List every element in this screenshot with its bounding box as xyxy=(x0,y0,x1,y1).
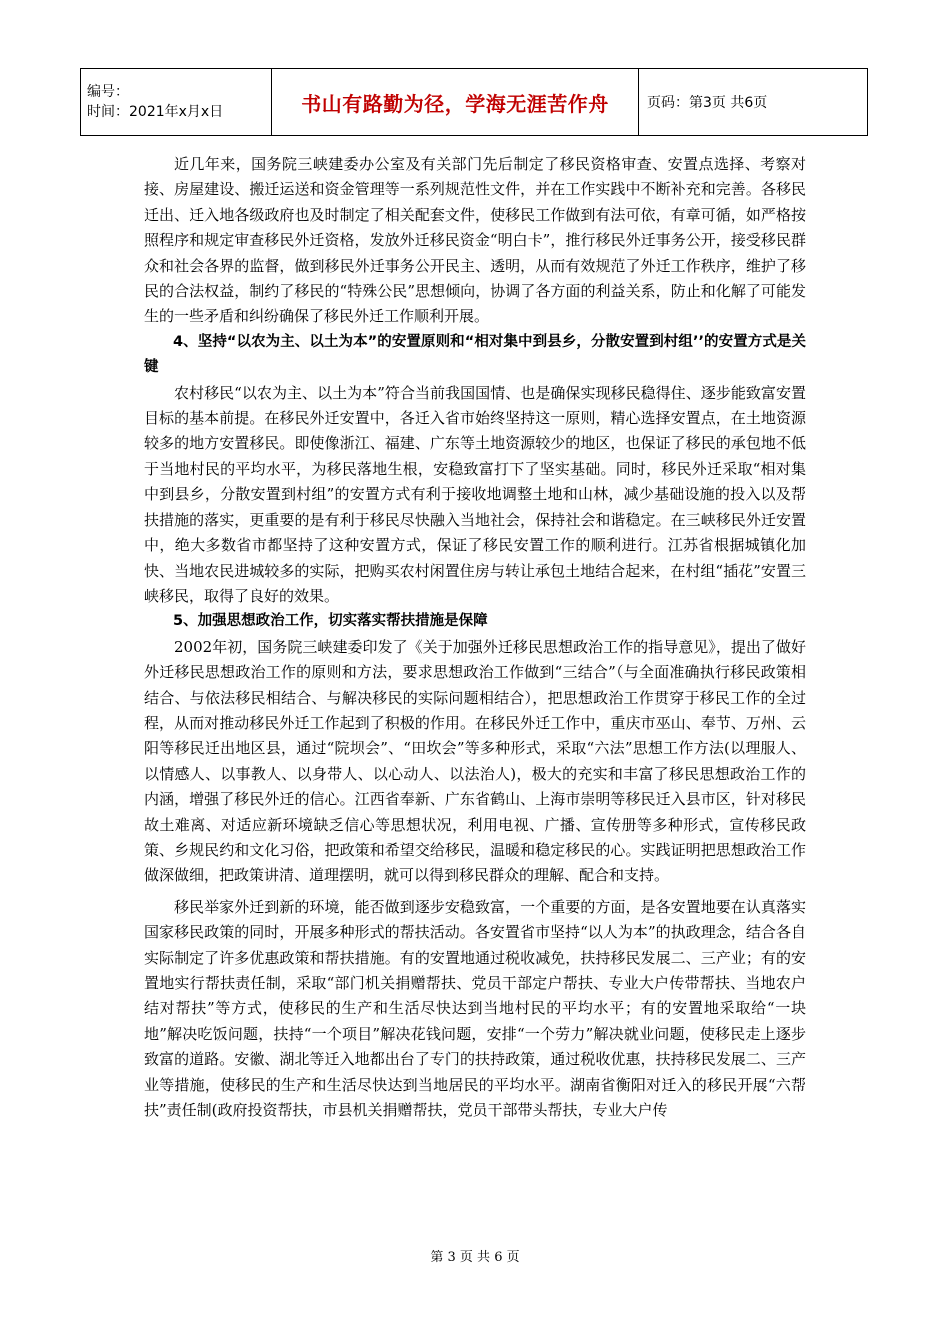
page-footer: 第 3 页 共 6 页 xyxy=(430,1250,520,1265)
body-paragraph: 农村移民“以农为主、以土为本”符合当前我国国情、也是确保实现移民稳得住、逐步能致富安置目标的基本前提。在移民外迁安置中，各迁入省市始终坚持这一原则，精心选择安置点，在土地资源较多的地方安置移民。即使像浙江、福建、广东等土地资源较少的地区，也保证了移民的承包地不低于当地村民的平均水平，为移民落地生根，安稳致富打下了坚实基础。同时，移民外迁采取“相对集中到县乡，分散安置到村组”的安置方式有利于接收地调整土地和山林，减少基础设施的投入以及帮扶措施的落实，更重要的是有利于移民尽快融入当地社会，保持社会和谐稳定。在三峡移民外迁安置中，绝大多数省市都坚持了这种安置方式，保证了移民安置工作的顺利进行。江苏省根据城镇化加快、当地农民进城较多的实际，把购买农村闲置住房与转让承包土地结合起来，在村组“插花”安置三峡移民，取得了良好的效果。 xyxy=(144,383,806,605)
body-paragraph: 近几年来，国务院三峡建委办公室及有关部门先后制定了移民资格审查、安置点选择、考察对接、房屋建设、搬迁运送和资金管理等一系列规范性文件，并在工作实践中不断补充和完善。各移民迁出、迁入地各级政府也及时制定了相关配套文件，使移民工作做到有法可依，有章可循，如严格按照程序和规定审查移民外迁资格，发放外迁移民资金“明白卡”，推行移民外迁事务公开，接受移民群众和社会各界的监督，做到移民外迁事务公开民主、透明，从而有效规范了外迁工作秩序，维护了移民的合法权益，制约了移民的“特殊公民”思想倾向，协调了各方面的利益关系，防止和化解了可能发生的一些矛盾和纠纷确保了移民外迁工作顺利开展。 xyxy=(144,155,806,326)
body-paragraph: 2002年初，国务院三峡建委印发了《关于加强外迁移民思想政治工作的指导意见》，提出了做好外迁移民思想政治工作的原则和方法，要求思想政治工作做到“三结合”（与全面准确执行移民政策相结合、与依法移民相结合、与解决移民的实际问题相结合），把思想政治工作贯穿于移民工作的全过程，从而对推动移民外迁工作起到了积极的作用。在移民外迁工作中，重庆市巫山、奉节、万州、云阳等移民迁出地区县，通过“院坝会”、“田坎会”等多种形式，采取“六法”思想工作方法(以理服人、以情感人、以事教人、以身带人、以心动人、以法治人)，极大的充实和丰富了移民思想政治工作的内涵，增强了移民外迁的信心。江西省奉新、广东省鹤山、上海市崇明等移民迁入县市区，针对移民故土难离、对适应新环境缺乏信心等思想状况，利用电视、广播、宣传册等多种形式，宣传移民政策、乡规民约和文化习俗，把政策和希望交给移民，温暖和稳定移民的心。实践证明把思想政治工作做深做细，把政策讲清、道理摆明，就可以得到移民群众的理解、配合和支持。 xyxy=(144,637,806,885)
header-page-number: 页码：第3页 共6页 xyxy=(639,69,868,136)
document-body xyxy=(144,152,806,1123)
document-number-label: 编号： xyxy=(87,84,129,100)
header-meta xyxy=(81,69,272,136)
section-heading: 4、坚持“以农为主、以土为本”的安置原则和“相对集中到县乡，分散安置到村组’’的安置方式是关键 xyxy=(144,333,806,376)
header-motto: 书山有路勤为径，学海无涯苦作舟 xyxy=(272,69,639,136)
body-paragraph: 移民举家外迁到新的环境，能否做到逐步安稳致富，一个重要的方面，是各安置地要在认真落实国家移民政策的同时，开展多种形式的帮扶活动。各安置省市坚持“以人为本”的执政理念，结合各自实际制定了许多优惠政策和帮扶措施。有的安置地通过税收减免，扶持移民发展二、三产业；有的安置地实行帮扶责任制，采取“部门机关捐赠帮扶、党员干部定户帮扶、专业大户传带帮扶、当地农户结对帮扶”等方式，使移民的生产和生活尽快达到当地村民的平均水平；有的安置地采取给“一块地”解决吃饭问题，扶持“一个项目”解决花钱问题，安排“一个劳力”解决就业问题，使移民走上逐步致富的道路。安徽、湖北等迁入地都出台了专门的扶持政策，通过税收优惠，扶持移民发展二、三产业等措施，使移民的生产和生活尽快达到当地居民的平均水平。湖南省衡阳对迁入的移民开展“六帮扶”责任制(政府投资帮扶，市县机关捐赠帮扶，党员干部带头帮扶，专业大户传 xyxy=(144,897,806,1120)
document-time-label: 时间：2021年x月x日 xyxy=(87,104,224,120)
section-heading: 5、加强思想政治工作，切实落实帮扶措施是保障 xyxy=(173,613,488,630)
page-header xyxy=(80,68,868,136)
